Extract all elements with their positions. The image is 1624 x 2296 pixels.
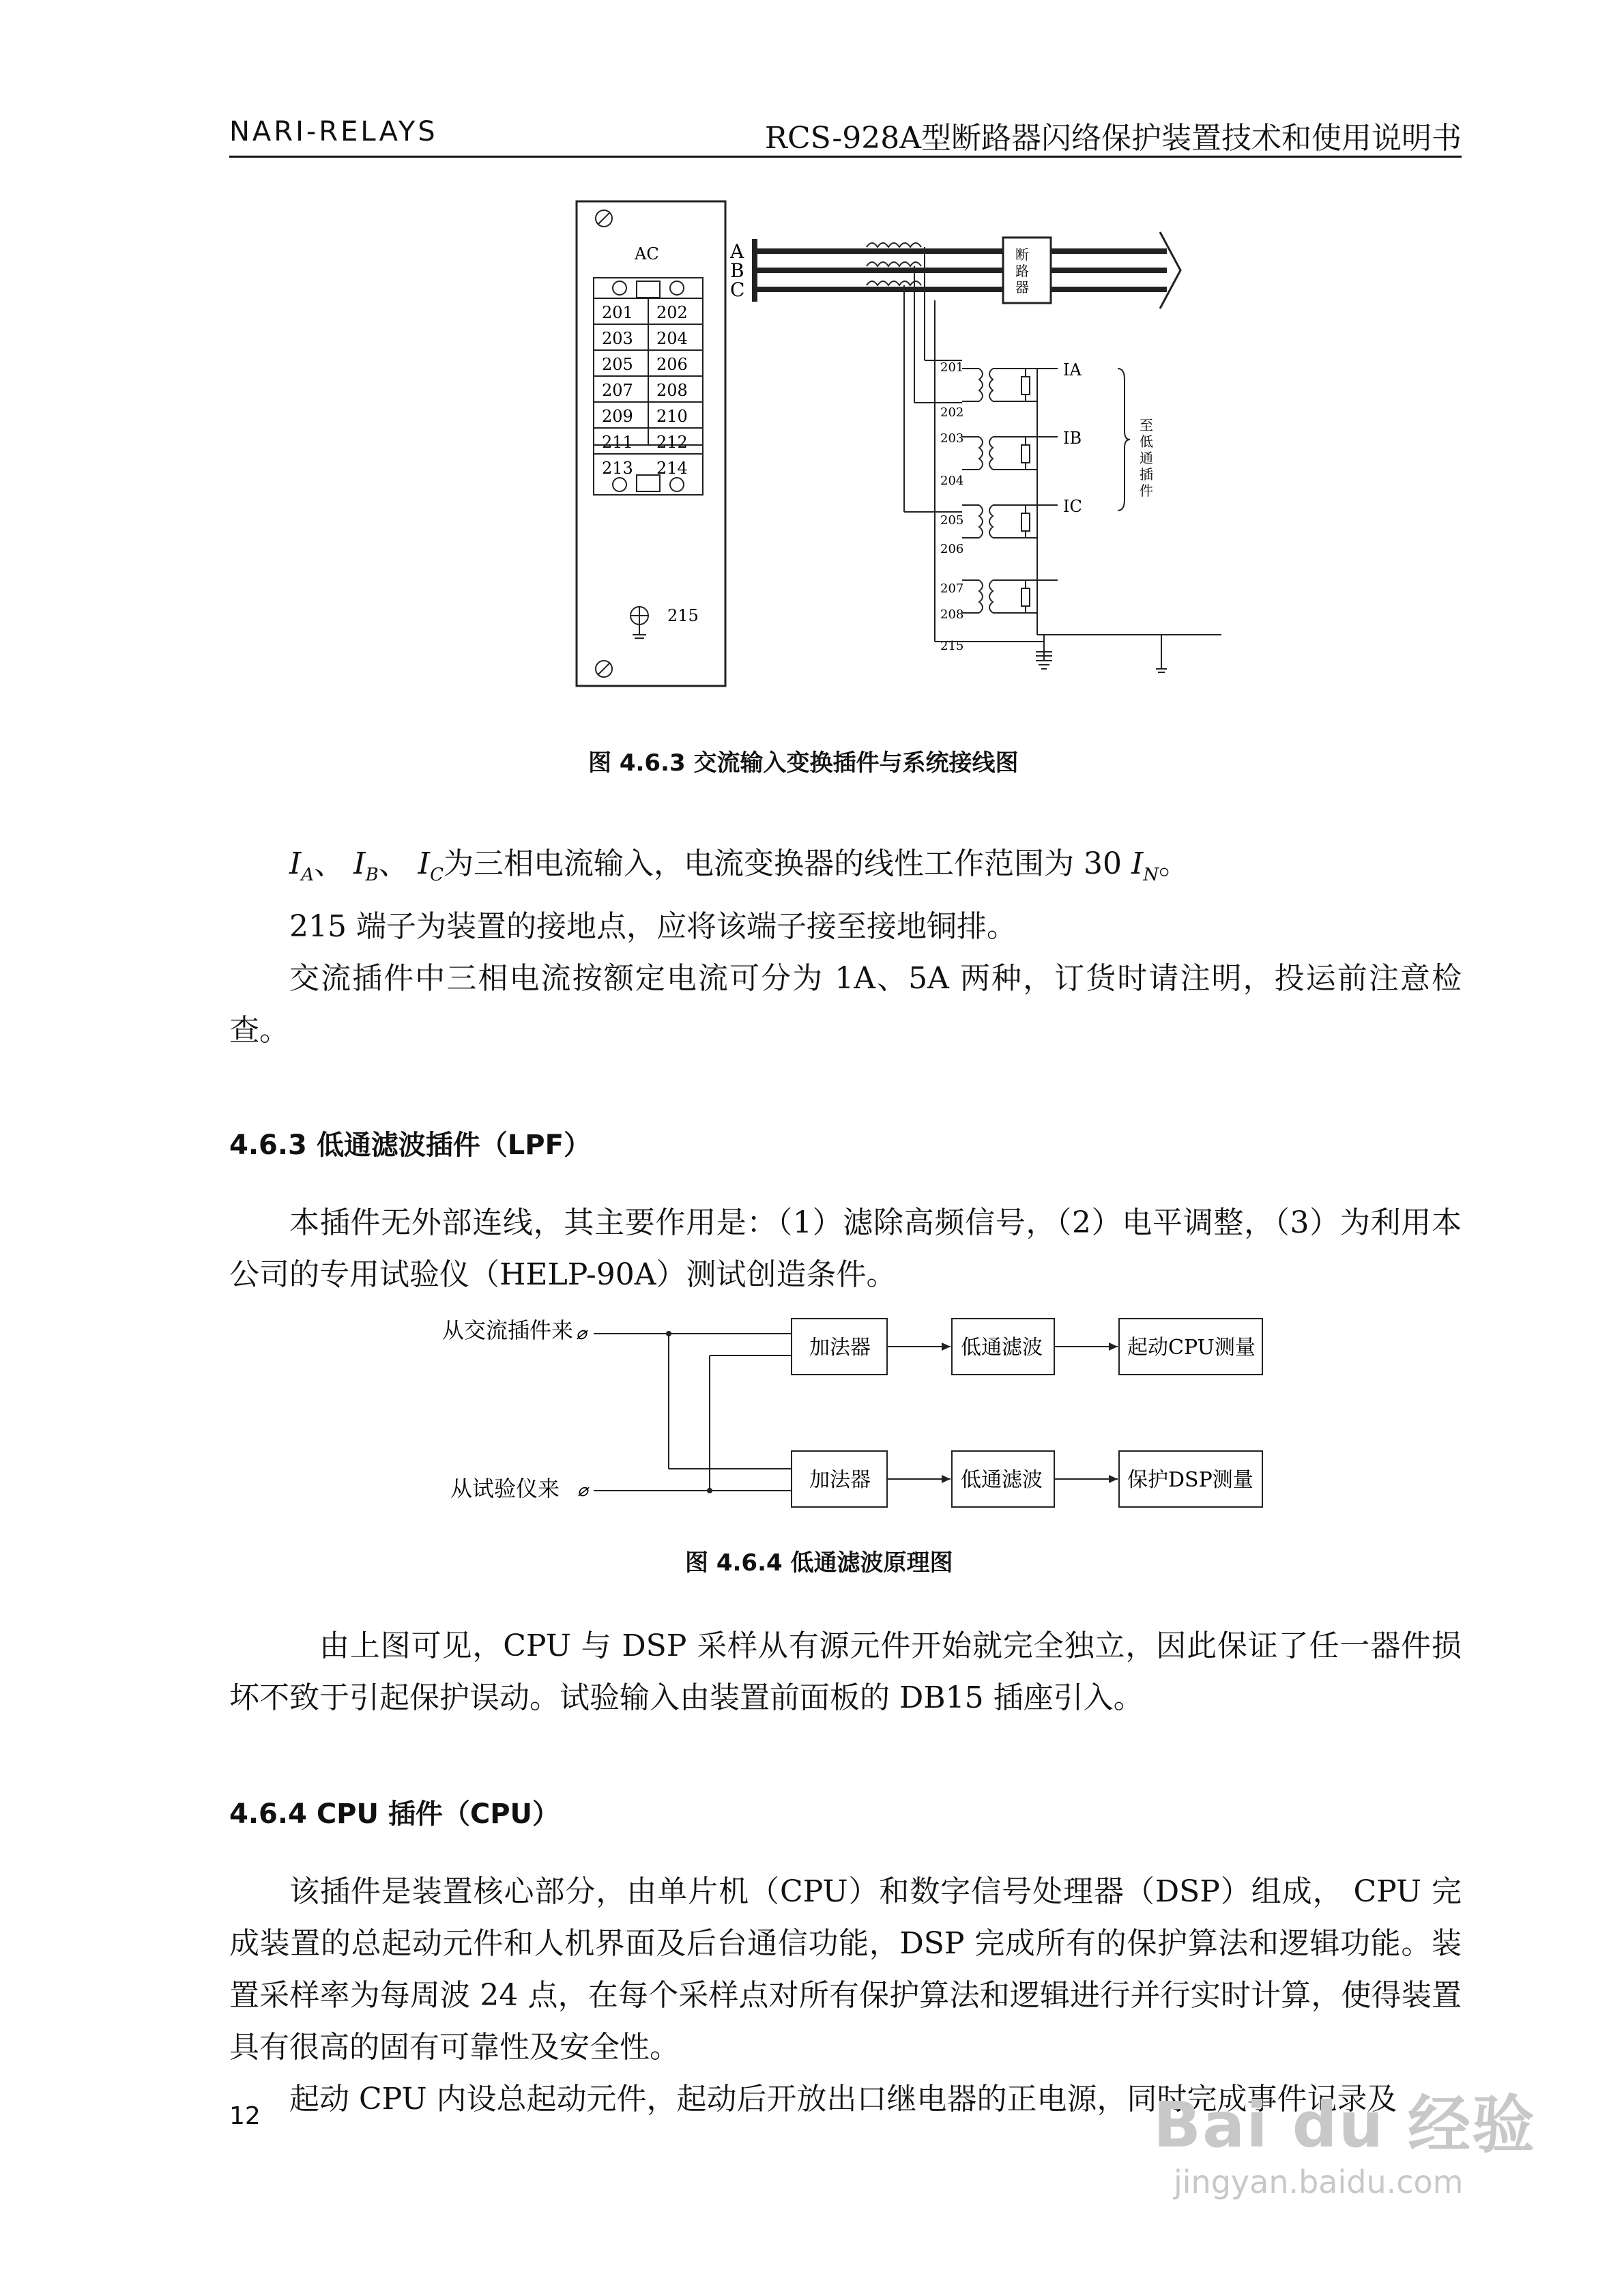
adder-label: 加法器 (809, 1468, 871, 1492)
svg-text:至: 至 (1140, 417, 1153, 433)
transformer-icon (979, 437, 983, 470)
ground-terminal-label: 215 (667, 606, 699, 625)
terminal-label: 204 (656, 329, 688, 348)
math-ib: $I_B$ (353, 846, 379, 885)
text-block-2 (229, 1620, 1462, 1724)
rating-paragraph: 交流插件中三相电流按额定电流可分为 1A、5A 两种，订货时请注明，投运前注意检查。 (229, 960, 1462, 1048)
transformer-icon (979, 580, 983, 613)
svg-text:路: 路 (1015, 263, 1029, 279)
terminal-circle-icon: ⌀ (577, 1480, 588, 1501)
arrow-icon (942, 1475, 951, 1483)
ground-paragraph: 215 端子为装置的接地点，应将该端子接至接地铜排。 (289, 908, 1017, 944)
terminal-label: 202 (656, 303, 688, 322)
svg-text:通: 通 (1140, 450, 1153, 466)
svg-text:低: 低 (1140, 433, 1153, 450)
terminal-label: 205 (602, 355, 633, 374)
figure-lpf-diagram (430, 1310, 1290, 1515)
arrow-icon (1109, 1475, 1118, 1483)
math-ia: $I_A$ (289, 846, 315, 885)
transformer-icon (979, 505, 983, 538)
wiring-number: 203 (940, 431, 964, 446)
adder-label: 加法器 (809, 1336, 871, 1360)
svg-text:器: 器 (1015, 279, 1029, 296)
terminal-circle-icon: ⌀ (576, 1323, 587, 1344)
input-label-top: 从交流插件来 (442, 1317, 574, 1343)
figure-ac-wiring (566, 198, 1221, 689)
svg-text:件: 件 (1140, 483, 1153, 499)
output-label-bottom: 保护DSP测量 (1127, 1468, 1253, 1492)
section-heading-lpf: 4.6.3 低通滤波插件（LPF） (229, 1130, 591, 1161)
terminal-label: 209 (602, 407, 633, 426)
terminal-label: 206 (656, 355, 688, 374)
arrow-icon (1109, 1343, 1118, 1351)
breaker-label: 断 (1015, 246, 1029, 263)
terminal-label: 213 (602, 459, 633, 478)
terminal-label: 212 (656, 433, 688, 452)
terminal-label: 210 (656, 407, 688, 426)
section-heading-cpu: 4.6.4 CPU 插件（CPU） (229, 1798, 560, 1830)
figure1-caption: 图 4.6.3 交流输入变换插件与系统接线图 (588, 749, 1019, 777)
wiring-number: 208 (940, 607, 964, 622)
terminal-label: 201 (602, 303, 633, 322)
phase-label: C (730, 278, 745, 301)
terminal-label: 207 (602, 381, 633, 400)
math-in: $I_N$ (1131, 846, 1159, 885)
wiring-number: 215 (940, 639, 964, 653)
transformer-icon (979, 369, 983, 401)
output-label-top: 起动CPU测量 (1127, 1336, 1256, 1360)
current-input-line: $I_A$、 $I_B$、 $I_C$为三相电流输入，电流变换器的线性工作范围为 30 $I_N$。 (289, 846, 1189, 885)
ct-coil-icon (867, 262, 921, 266)
current-label: IB (1063, 429, 1082, 448)
phase-label: B (730, 259, 744, 282)
wiring-number: 202 (940, 405, 964, 420)
math-ic: $I_C$ (418, 846, 444, 885)
ct-coil-icon (867, 243, 921, 247)
watermark-url: jingyan.baidu.com (1174, 2164, 1464, 2200)
terminal-label: 208 (656, 381, 688, 400)
panel-title: AC (635, 244, 659, 263)
terminal-label: 203 (602, 329, 633, 348)
figure2-caption: 图 4.6.4 低通滤波原理图 (685, 1549, 953, 1577)
independence-paragraph: 由上图可见，CPU 与 DSP 采样从有源元件开始就完全独立，因此保证了任一器件损坏不致于引起保护误动。试验输入由装置前面板的 DB15 插座引入。 (229, 1628, 1462, 1715)
ct-coil-icon (867, 281, 921, 285)
text-block-1 (229, 838, 1462, 1057)
brace-icon (1118, 369, 1130, 511)
svg-text:插: 插 (1140, 466, 1153, 483)
current-label: IC (1063, 497, 1082, 516)
cpu-paragraph-2: 起动 CPU 内设总起动元件，起动后开放出口继电器的正电源，同时完成事件记录及 (289, 2082, 1397, 2116)
header-left: NARI-RELAYS (229, 116, 438, 147)
lpf-paragraph: 本插件无外部连线，其主要作用是：（1）滤除高频信号，（2）电平调整，（3）为利用本公司的专用试验仪（HELP-90A）测试创造条件。 (229, 1205, 1462, 1292)
wiring-number: 204 (940, 474, 964, 488)
arrow-icon (942, 1343, 951, 1351)
lpf-paragraph-block (229, 1197, 1462, 1301)
phase-label: A (730, 240, 744, 263)
lpf-label: 低通滤波 (961, 1336, 1043, 1360)
header-right: RCS-928A型断路器闪络保护装置技术和使用说明书 (764, 121, 1462, 156)
wiring-number: 206 (940, 542, 964, 556)
cpu-paragraph-1: 该插件是装置核心部分，由单片机（CPU）和数字信号处理器（DSP）组成， CPU 完成装置的总起动元件和人机界面及后台通信功能，DSP 完成所有的保护算法和逻辑功能。装置采样率为每周波 24 点，在每个采样点对所有保护算法和逻辑进行并行实时计算，使得装置具有很高的固有可靠性及安全性。 (229, 1874, 1462, 2065)
input-label-bottom: 从试验仪来 (450, 1476, 560, 1502)
page-number: 12 (229, 2102, 261, 2130)
current-label: IA (1063, 360, 1082, 379)
terminal-label: 214 (656, 459, 688, 478)
watermark-brand: Bai du 经验 (1153, 2089, 1537, 2162)
lpf-label: 低通滤波 (961, 1468, 1043, 1492)
wiring-number: 207 (940, 582, 964, 596)
wiring-number: 205 (940, 513, 964, 528)
header-rule (229, 156, 1462, 158)
wiring-number: 201 (940, 360, 964, 375)
terminal-label: 211 (602, 433, 633, 452)
